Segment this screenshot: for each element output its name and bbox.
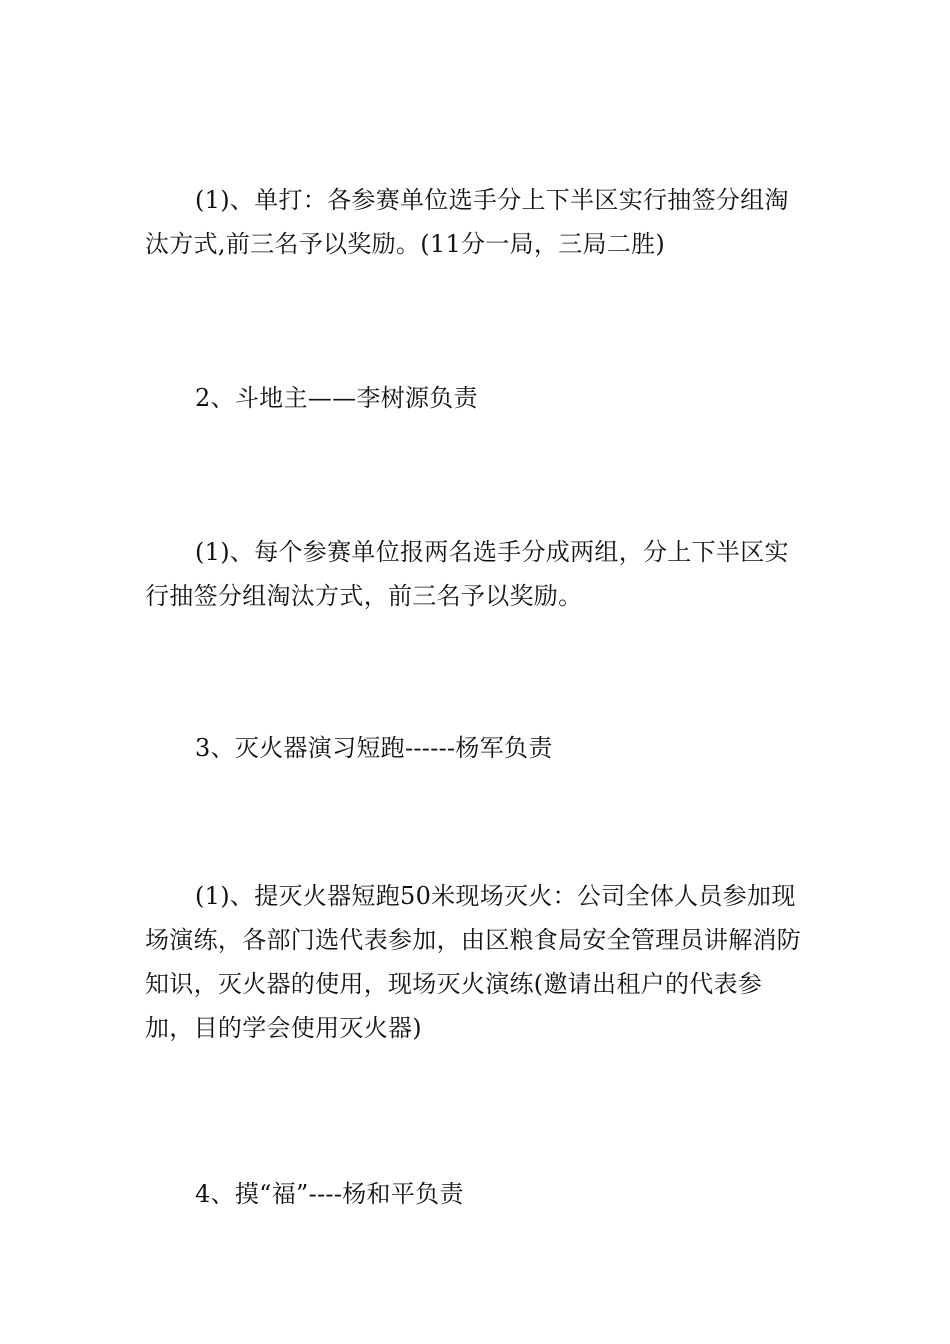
paragraph-doudizhu-rules: (1)、每个参赛单位报两名选手分成两组，分上下半区实行抽签分组淘汰方式，前三名予以奖励。 — [145, 538, 789, 610]
paragraph-singles-rules: (1)、单打：各参赛单位选手分上下半区实行抽签分组淘汰方式,前三名予以奖励。(11分一局，三局二胜) — [145, 186, 789, 258]
heading-doudizhu: 2、斗地主——李树源负责 — [195, 384, 478, 412]
paragraph-fire-extinguisher-rules: (1)、提灭火器短跑50米现场灭火：公司全体人员参加现场演练，各部门选代表参加，由区粮食局安全管理员讲解消防知识，灭火器的使用，现场灭火演练(邀请出租户的代表参加，目的学会使用灭火器) — [145, 882, 802, 1042]
heading-touch-fu: 4、摸“福”----杨和平负责 — [195, 1180, 464, 1208]
heading-fire-extinguisher-drill: 3、灭火器演习短跑------杨军负责 — [195, 734, 553, 762]
